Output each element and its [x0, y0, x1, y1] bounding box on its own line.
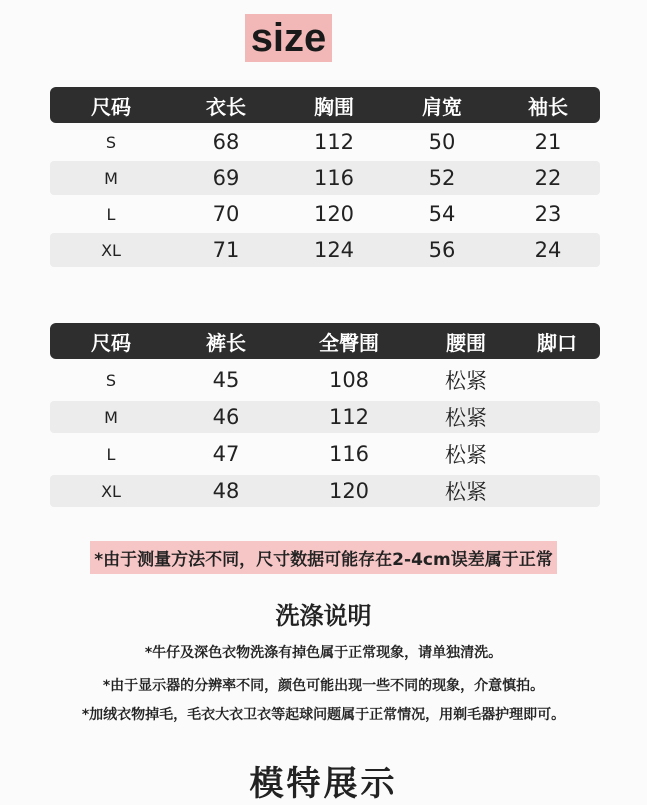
- size-cell: XL: [101, 240, 121, 260]
- header-cell: 袖长: [528, 94, 568, 119]
- table-cell: 24: [534, 238, 562, 262]
- table-row: [50, 364, 600, 396]
- table-row: [50, 401, 600, 433]
- size-table-bottom: [50, 323, 600, 507]
- table-cell: 112: [328, 405, 370, 429]
- size-cell: S: [105, 132, 117, 152]
- table-row: [50, 161, 600, 195]
- table-cell: 54: [428, 202, 456, 226]
- table-cell: 120: [313, 202, 355, 226]
- header-cell: 全臀围: [319, 330, 379, 355]
- wash-line: *由于显示器的分辨率不同，颜色可能出现一些不同的现象，介意慎拍。: [102, 678, 545, 694]
- table-cell: 68: [212, 130, 240, 154]
- header-cell: 肩宽: [422, 94, 462, 119]
- page-title: size: [245, 14, 333, 62]
- table-header: [50, 323, 600, 359]
- header-cell: 裤长: [206, 330, 246, 355]
- measurement-notice: *由于测量方法不同，尺寸数据可能存在2-4cm误差属于正常: [90, 541, 556, 574]
- size-cell: S: [105, 370, 117, 390]
- size-cell: M: [104, 407, 118, 427]
- size-cell: XL: [101, 481, 121, 501]
- table-cell: 45: [212, 368, 240, 392]
- wash-line: *牛仔及深色衣物洗涤有掉色属于正常现象，请单独清洗。: [144, 645, 503, 661]
- table-cell: 松紧: [445, 369, 487, 393]
- table-cell: 56: [428, 238, 456, 262]
- table-cell: 71: [212, 238, 240, 262]
- header-cell: 衣长: [206, 94, 246, 119]
- table-cell: 124: [313, 238, 355, 262]
- table-cell: 21: [534, 130, 562, 154]
- table-cell: 46: [212, 405, 240, 429]
- title-wrap: [0, 14, 647, 62]
- table-cell: 松紧: [445, 480, 487, 504]
- header-cell: 胸围: [314, 94, 354, 119]
- table-cell: 松紧: [445, 406, 487, 430]
- table-row: [50, 125, 600, 159]
- table-row: [50, 233, 600, 267]
- table-header: [50, 87, 600, 123]
- table-cell: 69: [212, 166, 240, 190]
- size-table-top: [50, 87, 600, 267]
- table-cell: 70: [212, 202, 240, 226]
- table-cell: 23: [534, 202, 562, 226]
- table-cell: 50: [428, 130, 456, 154]
- table-cell: 116: [313, 166, 355, 190]
- table-cell: 52: [428, 166, 456, 190]
- table-cell: 松紧: [445, 443, 487, 467]
- table-row: [50, 438, 600, 470]
- size-cell: L: [106, 444, 116, 464]
- table-row: [50, 475, 600, 507]
- table-row: [50, 197, 600, 231]
- wash-line: *加绒衣物掉毛，毛衣大衣卫衣等起球问题属于正常情况，用剃毛器护理即可。: [81, 707, 566, 723]
- size-cell: L: [106, 204, 116, 224]
- table-cell: 108: [328, 368, 370, 392]
- header-cell: 腰围: [446, 330, 486, 355]
- table-cell: 120: [328, 479, 370, 503]
- model-title: 模特展示: [249, 764, 398, 804]
- table-cell: 112: [313, 130, 355, 154]
- table-cell: 116: [328, 442, 370, 466]
- table-cell: 22: [534, 166, 562, 190]
- size-cell: M: [104, 168, 118, 188]
- header-cell: 尺码: [91, 330, 131, 355]
- header-cell: 脚口: [537, 330, 577, 355]
- wash-title: 洗涤说明: [275, 602, 372, 630]
- table-cell: 48: [212, 479, 240, 503]
- notice-wrap: [0, 541, 647, 574]
- header-cell: 尺码: [91, 94, 131, 119]
- table-cell: 47: [212, 442, 240, 466]
